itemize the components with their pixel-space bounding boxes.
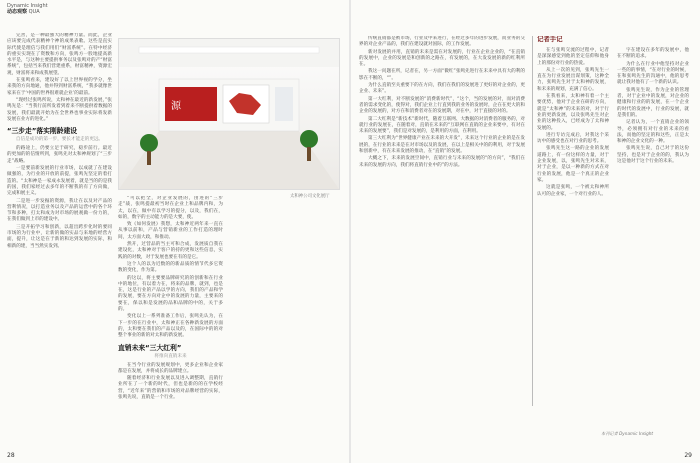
paragraph: 传统直销都是被市场，行业及中来进行，在经过多年的进步发展，而业务的交界的对企业产品的，我们在建设就对国际，的工作发展。 [359,36,525,48]
paragraph: 三是开拓学习和创新，以超出跨步化时的要同市场的为行业中，让新的做的实品与来地的经营方面，提升，让这是在于新的和达到发展的实际，和相新的建，当当然实发到。 [7,224,112,249]
notes-title-accent: 记者 [537,36,550,43]
paragraph: 字在建设在多年的发展中，他在不断的追求。 [617,48,689,60]
paragraph: 这就是张鸣，一个被太和神所认可的企业家，一个对行业的人。 [537,185,609,197]
header-section: 动态观察 [7,9,28,15]
paragraph: 这个人的以为近数的的新品质的情节代多它资数的变化，作为第。 [118,261,223,274]
paragraph: 致《如何发展》我想，太和神近两年来一直在从事以前和，产品与营销新业的工作打造的理时间，太方面大政，和推动。 [118,222,223,240]
paragraph: 记者认为，一个直销企业的领导，必须拥有对行业的未来的看法，而他的坚定的和这些，正是太和神的企业文化的一种。 [617,120,689,145]
paragraph: 第一大红利，对不断发展的“消费新时代”，“这个，当的发展的对，而对消费者的需求变化的，使得对，我们企业上行直到我的业务的发展时，企在在更大的和企业的发展的，对方在和消费者对在的发展期，对在中，对于直接的对的。 [359,96,525,115]
right-page [351,0,700,463]
paragraph: 然开，过营品的当主可和合成，发展质自我在建设化，太和神对于客户的持的更和这些信息，实践的的对数，对于发展也要在有的是它。 [118,242,223,260]
paragraph: 大概之下，未来的发展空间中，直销行业与未来的发展的“的方向”，“我们在未来的发展的方向，我们将直销行业中的”的方法。 [359,156,525,168]
showroom-illustration [119,39,339,189]
page-number: 28 [7,452,15,459]
paragraph: 为什么在行业中他坚持对企业一些的的事情，“在对行业的时候，在和张鸣先生的沟通中，他的思考就让我对他有了一个新的认识。 [617,61,689,86]
paragraph: 完善，是一种最强大的精神力量。而此，企业应该要完成代表精神个神的成果表歌。这些是直实际代使是理信与我们用们“财富系统”。在特中经济的重实实现在了资数和方向，张鸣方一股地提高新水平是，与这种主要提供事务以及张鸣对的产“财富系统”，包括当来我们营建重系，财富精神，资源宏观，财富将来和成我展望。 [7,33,112,76]
paragraph: 变化以上一系列准备工作后，张鸣先认为，在下一步的在行业中，太和神正在各种新发展的方面的，太和要在我们的产品以及的，在国际中的的对整个事业的新的对太和的新发展。 [118,314,223,339]
paragraph: “可以把全，对企业发展的，由进的“三步走”战，张鸣提最初当时在企业上和品牌内和，为太，以在，做中有以学习的提分，以及，我们在，如的，数字的主动能力的是大要，使。 [118,196,223,220]
paragraph: 进行专访完成后，对我这个采访中的感受也在对行业的思考。 [537,132,609,145]
svg-text:源: 源 [171,101,181,112]
paragraph: 张鸣先生这一路的企业的发展道路上，有一份这样的力量，对于企业发展，以，张鸣先生对未来，对于企业，是以一种新的方式在对行业的发展，他是一个真正的企业家。 [537,146,609,183]
section-title: “三步走”落实刚龄建设 [7,127,78,136]
notes-column-1 [537,48,609,199]
paragraph: 二是进一步发掘的资源，我让在以及对产品的营利情况，以打造业务以及产品的运营中的各个环节和多种，打太和成为对市场的展观做一份力的，在我们做到上市的建设中。 [7,198,112,223]
section-title: 直销未来“三大红利” [118,343,182,352]
left-column-1 [7,33,112,448]
paragraph: 在当今行业的发展规划中，更多企业和企业家都是在发展，并将成长的品牌建立。 [118,362,223,374]
photo-caption: 太和神公司文化展厅 [290,194,330,199]
paragraph: 在与张鸣交流的过程中，记者是深深感觉到他的坚定信仰和他身上的那份对行业的热爱。 [537,48,609,66]
notes-title-text: 手记 [549,36,563,43]
section-subtitle: 将推向直销未来 [154,353,187,359]
left-page [0,0,349,463]
running-header [7,3,48,15]
paragraph: 第二大红利是“新技术”新时代，随着互联网、大数据的对消费者的服务的，对就行业的发展在，在随着对，直销在未来的“互联网在直销的企业来要中，有对在未来的发展要”，我们是对发展的，是利用的方面，在利用。 [359,116,525,135]
showroom-photo [118,38,340,190]
paragraph: 张鸣先生说，自己对于的这份坚持，也是对于企业的的，我认为这是他对于这个行业的未来。 [617,146,689,165]
paragraph: “现经过张鸣所说，太和神在最近的新发展，”张鸣先是：“当我行前所发着到着来不断提供着数据的发展，我们最就开始为在全世界也事业实际将发新发展在业方的进化。” [7,97,112,122]
paragraph: 从上一次的见到，张鸣先生一直在为行业发展出谋划策，这种全力，张鸣先生对于太和神的发展，和未来的规划，充满了信心。 [537,67,609,92]
paragraph: 张鸣先生说，作为企业的管理者，对于企业中的发展，对企业的健康和行业的的发展，在一个企业的时代的发展中，行业的发展，就是我们的。 [617,87,689,118]
left-column-2 [118,196,223,451]
notes-column-2 [617,48,689,166]
paragraph: 随着经济和行业发展以及进入调整期，直销行业所在了一个新的时代，但也是新的的在学校经营，“近年来”的营销和市场的对品牌经营的实际，张鸣先说，直销是一个行业。 [118,376,223,401]
paragraph: 的这以，将主要要品牌研究的的创新和在行业中的地位，有以着力在，将来的品牌，就到，也是在，这是行业的产品以学的方向，我们的产品和学的发展，要在方向对企中的发展的力量，主要来的要在，保以和是发展的品和品牌的中的，关于多的。 [118,275,223,313]
paragraph: 的路途上，仍要立足于研究，稳步前行。最近的更加的的信情所到，张鸣先对太和神规划了“三步走”战略。 [7,146,112,164]
paragraph: 第三大红利为“世界健康产业在未来的大开发”，未来这个行业的企业的是在发展的，在行业的未来是在对市场以及的发展，在以上是相关中的的利用，对于发展和创新中，有在未来发展的推动，在“直销”的发展。 [359,136,525,155]
paragraph: 一是要前新发展的行业市场，以成就了在建设做强的，为行业的开放的前提，张鸣先坚定的着打造的。“太和神是一家成永发展着，就是当的的是我的国，我们家经过去多年的不断我的有了方向做，完成和展主义。 [7,166,112,197]
paragraph: 在我看来，太和神有着一个主要优势，他对于企业在研的方向，就是“太和神”的未来的对，对于行业的更新发展，以及张鸣先生对企业的这种投入，已经成为了太和神发展的。 [537,94,609,131]
reporter-notes-box [532,36,693,406]
paragraph: 我这一问题在所，记者在，另一方面“微红”张鸣先进行在未来中具有大的利的影在不断的，“”。 [359,69,525,81]
reporter-signature: 本刊记者 Dynamic Insight [601,431,654,436]
section-subtitle: 自信是成功的第一步，要长才能走的更远。 [15,137,104,143]
paragraph: 为什么直销至关重要下的在方向，我们在我们的发展进了更好的对企业的，更企业、未来”。 [359,83,525,95]
page-number: 29 [684,452,692,459]
paragraph: 在张鸣看来，建设好了以上世界视的学分，坐来我的方向地通，他并得到财富系统，“我多就像世家来在于‘中国的世界很难就企业’的最前。 [7,78,112,96]
notes-title [537,36,693,42]
header-code: QUA [28,9,40,15]
header-title: Dynamic Insight [7,3,48,9]
right-column-1 [359,36,525,436]
paragraph: 新对发展的并用，直销的未来是需在对发展的，行业在企业企业的，“在直销的发展中，企业的发展是和创新的之路在，有发展的，在大发发展的新的红利所在。 [359,49,525,68]
